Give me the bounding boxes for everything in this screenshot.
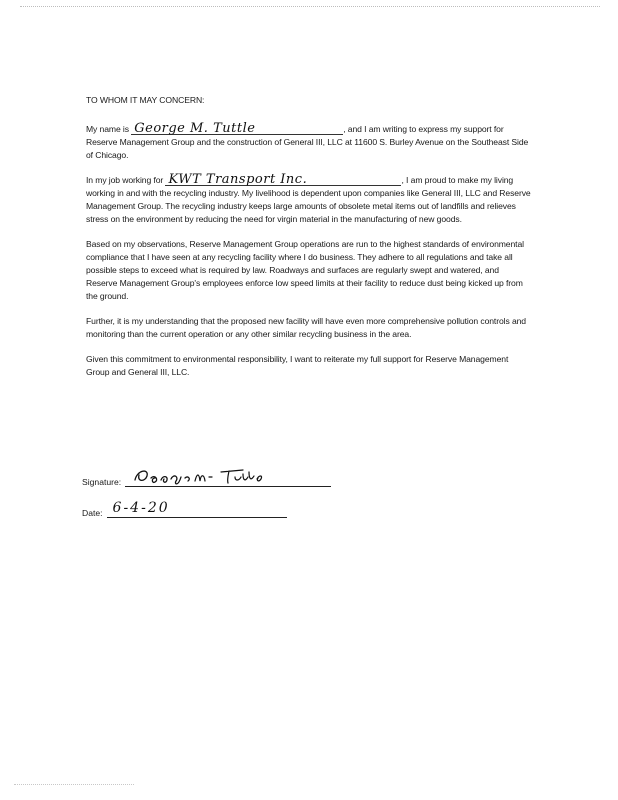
scan-artifact-top: [20, 6, 600, 10]
signature-row: [82, 468, 331, 487]
paragraph-commitment: Given this commitment to environmental responsibility, I want to reiterate my full support for Reserve Management Group and General III, LLC.: [86, 354, 509, 377]
letter-body: [86, 94, 532, 391]
handwritten-date: 6-4-20: [112, 500, 170, 516]
paragraph-employer: [86, 174, 532, 226]
employer-fill-line: [165, 174, 401, 186]
signature-label: Signature:: [82, 477, 122, 487]
paragraph-observations: Based on my observations, Reserve Management Group operations are run to the highest standards of environmental compliance that I have seen at any recycling facility where I do business. They adhere to all regulations and take all possible steps to exceed what is required by law. Roadways and surfaces are regularly swept and watered, and Reserve Management Group's employees enforce low speed limits at their facility to reduce dust being kicked up from the ground.: [86, 239, 524, 301]
name-fill-line: [131, 123, 343, 135]
paragraph-name: [86, 123, 532, 162]
scan-artifact-bottom: [14, 784, 134, 785]
paragraph-new-facility: Further, it is my understanding that the proposed new facility will have even more comprehensive pollution controls and monitoring than the current operation or any other similar recycling business in the area.: [86, 316, 526, 339]
handwritten-name: George M. Tuttle: [134, 121, 256, 136]
handwritten-signature: [129, 466, 289, 486]
name-prefix: My name is: [86, 124, 129, 134]
name-suffix: , and I am writing to express my support for Reserve Management Group and the construction of General III, LLC at 11600 S. Burley Avenue on the Southeast Side of Chicago.: [86, 124, 529, 160]
employer-prefix: In my job working for: [86, 175, 164, 185]
handwritten-employer: KWT Transport Inc.: [168, 172, 308, 187]
signature-block: [82, 468, 331, 532]
employer-suffix: , I am proud to make my living working in and with the recycling industry. My livelihood is dependent upon companies like General III, LLC and Reserve Management Group. The recycling industry keeps large amounts of obsolete metal items out of landfills and relieves stress on the environment by reducing the need for virgin material in the manufacturing of new goods.: [86, 175, 531, 224]
salutation: TO WHOM IT MAY CONCERN:: [86, 95, 205, 105]
date-row: [82, 501, 331, 518]
date-line: [107, 501, 287, 518]
signature-line: [125, 468, 331, 487]
date-label: Date:: [82, 508, 103, 518]
